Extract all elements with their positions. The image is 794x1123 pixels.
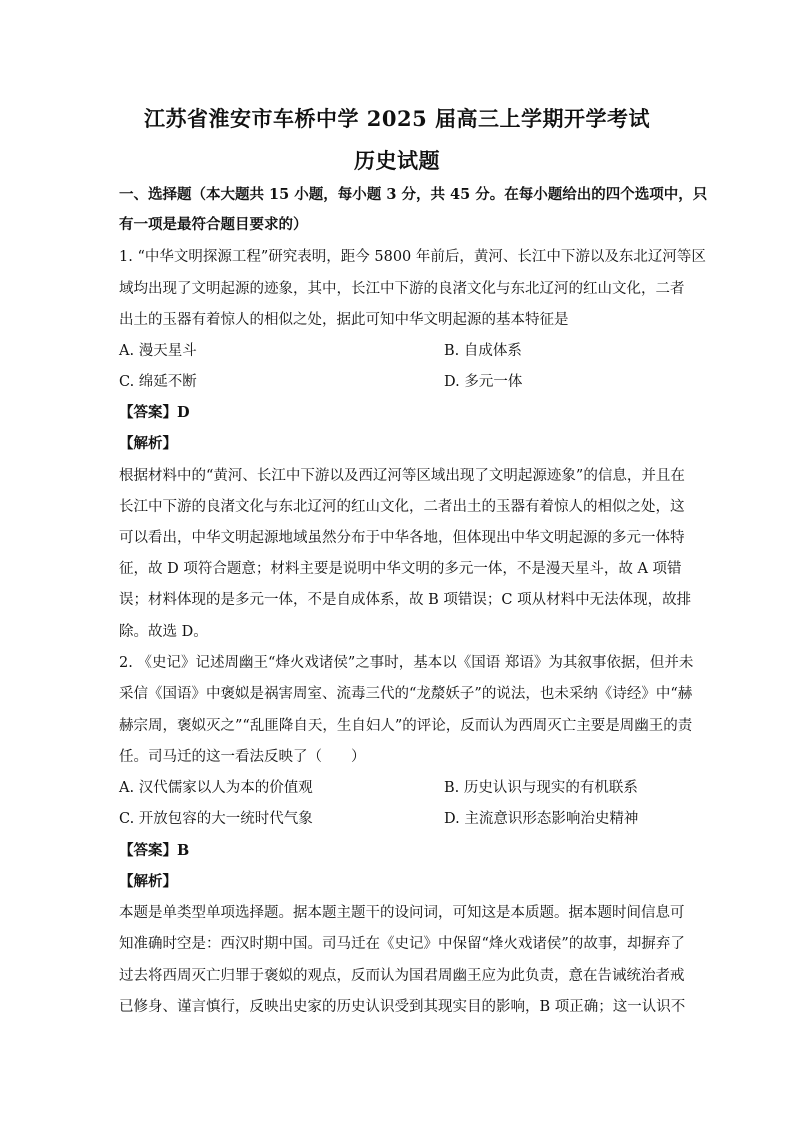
q2-stem-line: 任。司马迁的这一看法反映了（ ） bbox=[119, 749, 366, 765]
q1-analysis-line: 误；材料体现的是多元一体，不是自成体系，故 B 项错误；C 项从材料中无法体现，故排 bbox=[119, 592, 692, 608]
q2-analysis-line: 知准确时空是：西汉时期中国。司马迁在《史记》中保留“烽火戏诸侯”的故事，却摒弃了 bbox=[119, 936, 685, 952]
q1-option-b: B. 自成体系 bbox=[444, 343, 522, 359]
q2-option-c: C. 开放包容的大一统时代气象 bbox=[119, 811, 313, 827]
section-heading-line-2: 有一项是最符合题目要求的） bbox=[119, 216, 308, 233]
q1-stem-line: 1. “中华文明探源工程”研究表明，距今 5800 年前后，黄河、长江中下游以及东北辽河等区 bbox=[119, 249, 706, 265]
q1-analysis-line: 根据材料中的“黄河、长江中下游以及西辽河等区域出现了文明起源迹象”的信息，并且在 bbox=[119, 468, 685, 484]
q2-analysis-line: 过去将西周灭亡归罪于褒姒的观点，反而认为国君周幽王应为此负责，意在告诫统治者戒 bbox=[119, 968, 685, 984]
q2-option-d: D. 主流意识形态影响治史精神 bbox=[444, 811, 639, 827]
q1-option-d: D. 多元一体 bbox=[444, 374, 523, 390]
q1-stem-line: 域均出现了文明起源的迹象，其中，长江中下游的良渚文化与东北辽河的红山文化，二者 bbox=[119, 281, 685, 297]
q1-option-a: A. 漫天星斗 bbox=[119, 343, 197, 359]
q1-analysis-line: 可以看出，中华文明起源地域虽然分布于中华各地，但体现出中华文明起源的多元一体特 bbox=[119, 530, 685, 546]
q1-option-c: C. 绵延不断 bbox=[119, 374, 197, 390]
q1-analysis-line: 长江中下游的良渚文化与东北辽河的红山文化，二者出土的玉器有着惊人的相似之处，这 bbox=[119, 499, 685, 515]
q1-analysis-line: 除。故选 D。 bbox=[119, 624, 208, 640]
q1-analysis-label: 【解析】 bbox=[119, 435, 177, 452]
q2-option-a: A. 汉代儒家以人为本的价值观 bbox=[119, 780, 313, 796]
q2-analysis-line: 已修身、谨言慎行，反映出史家的历史认识受到其现实目的影响，B 项正确；这一认识不 bbox=[119, 999, 686, 1015]
q1-stem-line: 出土的玉器有着惊人的相似之处，据此可知中华文明起源的基本特征是 bbox=[119, 312, 569, 328]
q2-answer: 【答案】B bbox=[119, 842, 190, 859]
section-heading-line-1: 一、选择题（本大题共 15 小题，每小题 3 分，共 45 分。在每小题给出的四个选项中，只 bbox=[119, 186, 708, 203]
q2-option-b: B. 历史认识与现实的有机联系 bbox=[444, 780, 638, 796]
q1-answer: 【答案】D bbox=[119, 404, 190, 421]
q2-stem-line: 采信《国语》中褒姒是祸害周室、流毒三代的“龙漦妖子”的说法，也未采纳《诗经》中“赫 bbox=[119, 686, 693, 702]
q2-analysis-label: 【解析】 bbox=[119, 873, 177, 890]
document-title: 江苏省淮安市车桥中学 2025 届高三上学期开学考试 bbox=[143, 106, 651, 131]
q2-stem-line: 赫宗周，褒姒灭之”“乱匪降自天，生自妇人”的评论，反而认为西周灭亡主要是周幽王的责 bbox=[119, 718, 693, 734]
document-subtitle: 历史试题 bbox=[354, 148, 440, 173]
q1-analysis-line: 征，故 D 项符合题意；材料主要是说明中华文明的多元一体，不是漫天星斗，故 A 项错 bbox=[119, 561, 682, 577]
q2-analysis-line: 本题是单类型单项选择题。据本题主题干的设问词，可知这是本质题。据本题时间信息可 bbox=[119, 905, 685, 921]
q2-stem-line: 2. 《史记》记述周幽王“烽火戏诸侯”之事时，基本以《国语 郑语》为其叙事依据，但并未 bbox=[119, 655, 694, 671]
